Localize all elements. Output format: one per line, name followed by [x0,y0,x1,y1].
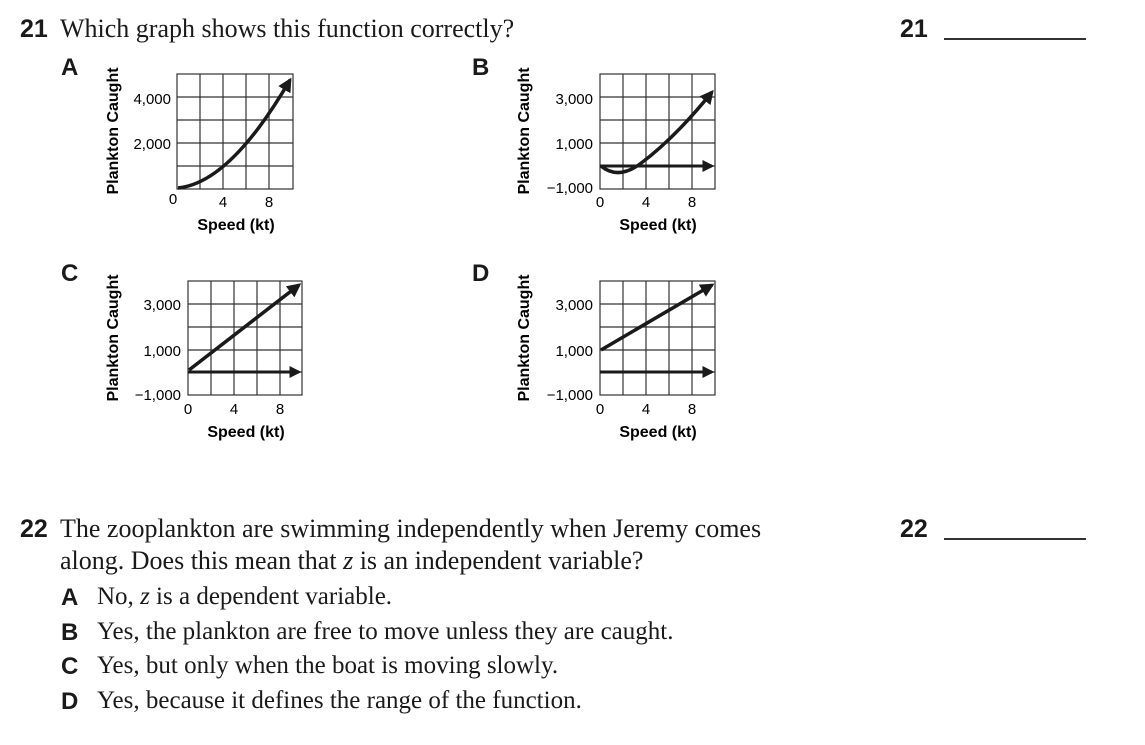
graph-c-letter: C [61,260,79,287]
graph-b[interactable] [516,67,715,234]
graph-a-xtick-8: 8 [264,194,274,211]
graph-c-ytick-1000: 1,000 [143,343,181,360]
graph-a-ytick-4000: 4,000 [133,91,171,108]
graph-a-ylabel: Plankton Caught [105,67,122,195]
graph-b-xlabel: Speed (kt) [619,217,697,234]
option-d-letter: D [61,688,79,715]
graph-d-ytick-1000: 1,000 [555,343,593,360]
answer-22-label: 22 [900,515,928,543]
question-22-line2-before: along. Does this mean that [60,546,344,575]
answer-22-blank[interactable] [944,538,1086,540]
graph-d[interactable] [516,274,715,441]
graph-c-xtick-4: 4 [229,401,239,418]
question-22-line1: The zooplankton are swimming independently when Jeremy comes [60,514,762,543]
question-22-number: 22 [20,515,48,543]
graph-a-curve [178,80,290,188]
graph-a-ytick-2000: 2,000 [133,136,171,153]
question-21-number: 21 [20,15,48,43]
option-a-text[interactable] [97,583,392,611]
graph-c-xtick-8: 8 [275,401,285,418]
option-a-after: is a dependent variable. [149,583,393,610]
option-b-letter: B [61,619,79,646]
graph-a-letter: A [61,54,79,81]
graph-d-line [601,285,712,350]
graph-b-xtick-4: 4 [641,194,651,211]
option-d-text[interactable]: Yes, because it defines the range of the function. [97,687,582,714]
graph-a-xtick-4: 4 [218,194,228,211]
graph-c-ytick-neg1000: −1,000 [134,387,181,404]
graph-c-ytick-3000: 3,000 [143,297,181,314]
graph-d-xtick-4: 4 [641,401,651,418]
option-c-letter: C [61,653,79,680]
graph-b-ytick-1000: 1,000 [555,136,593,153]
graph-a-origin: 0 [168,191,178,208]
graph-b-letter: B [472,54,490,81]
graph-b-xtick-8: 8 [687,194,697,211]
option-b-text[interactable]: Yes, the plankton are free to move unless they are caught. [97,618,674,645]
question-21-text: Which graph shows this function correctly? [60,14,515,43]
graph-d-ytick-3000: 3,000 [555,297,593,314]
graph-b-ylabel: Plankton Caught [516,67,533,195]
graph-a[interactable] [105,67,293,234]
graph-d-xtick-8: 8 [687,401,697,418]
graph-c-origin: 0 [183,401,193,418]
graph-b-ytick-neg1000: −1,000 [546,180,593,197]
graph-b-ytick-3000: 3,000 [555,91,593,108]
question-22-line2 [60,546,643,576]
option-c-text[interactable]: Yes, but only when the boat is moving slowly. [97,652,559,679]
graph-d-origin: 0 [595,401,605,418]
graph-d-xlabel: Speed (kt) [619,424,697,441]
graph-a-xlabel: Speed (kt) [197,217,275,234]
option-a-letter: A [61,584,79,611]
question-22-variable: z [343,546,354,575]
question-22-line2-after: is an independent variable? [353,546,644,575]
graph-b-origin: 0 [595,194,605,211]
option-a-before: No, [97,583,141,610]
option-a-variable: z [140,583,150,610]
graph-c[interactable] [105,274,302,441]
graph-d-ytick-neg1000: −1,000 [546,387,593,404]
graph-d-ylabel: Plankton Caught [516,274,533,402]
graph-d-letter: D [472,260,490,287]
graph-c-ylabel: Plankton Caught [105,274,122,402]
answer-21-label: 21 [900,15,928,43]
graph-b-curve [601,92,712,173]
graph-c-xlabel: Speed (kt) [207,424,285,441]
